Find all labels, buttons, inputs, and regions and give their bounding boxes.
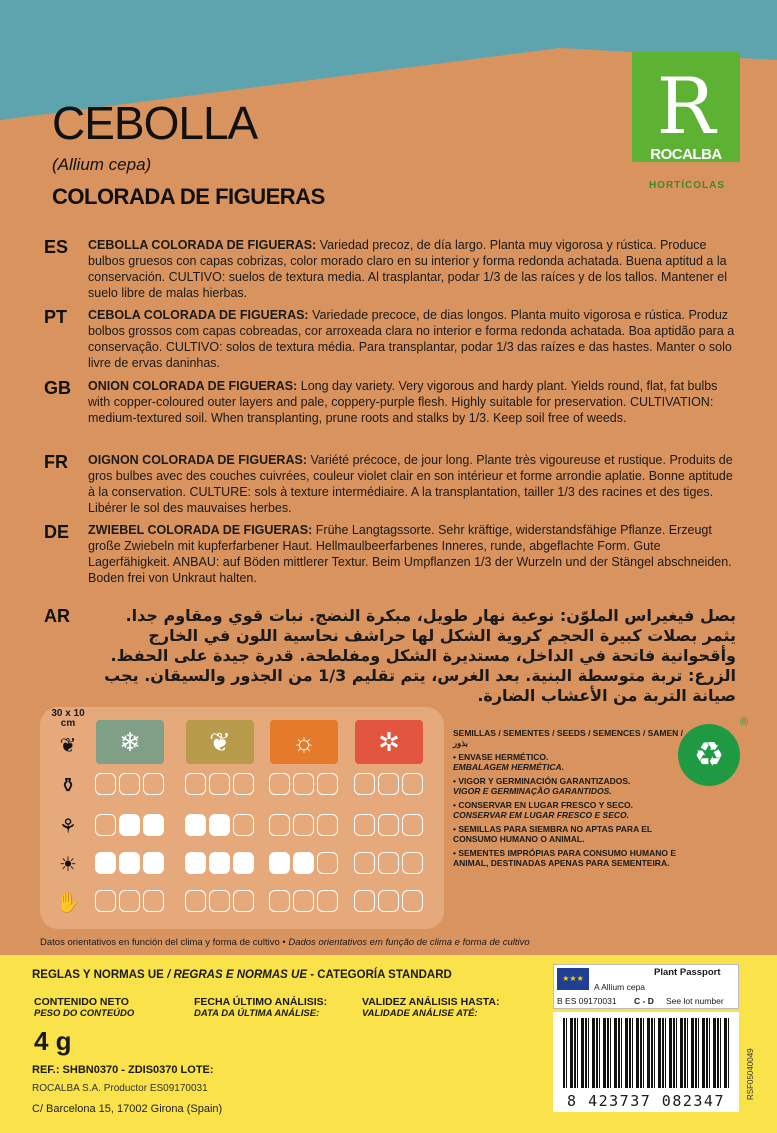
calendar-cell <box>402 814 423 836</box>
lang-code: DE <box>44 522 70 542</box>
calendar-cell <box>233 773 254 795</box>
rules-pt: / REGRAS E NORMAS UE <box>167 969 307 981</box>
company-address: C/ Barcelona 15, 17002 Girona (Spain) <box>32 1103 223 1115</box>
seeds-item-es: • SEMENTES IMPRÓPIAS PARA CONSUMO HUMANO E ANIMAL, DESTINADAS APENAS PARA SEMENTEIRA. <box>453 848 677 868</box>
variety-name: COLORADA DE FIGUERAS <box>52 184 325 209</box>
description-text <box>88 452 736 516</box>
description-body: Variedad precoz, de día largo. Planta muy vigorosa y rústica. Produce bulbos gruesos con capas cobrizas, color morado claro en su interior y forma redonda achatada. Buena aptitud a la conservación. CULTIVO: suelos de textura media. Al trasplantar, podar 1/3 de las raíces y de los tallos. Mantener el suelo libre de malas hierbas. <box>88 238 727 300</box>
registered-mark: ® <box>740 716 749 728</box>
category: - CATEGORÍA STANDARD <box>310 969 452 981</box>
calendar-cell <box>269 773 290 795</box>
seedbed-icon: ⚘ <box>59 815 77 838</box>
calendar-cell <box>185 773 206 795</box>
company-producer: ROCALBA S.A. Productor ES09170031 <box>32 1083 208 1094</box>
calendar-cell <box>95 773 116 795</box>
calendar-cell <box>293 852 314 874</box>
seeds-item-pt: EMBALAGEM HERMÉTICA. <box>453 762 564 772</box>
seeds-item-pt: VIGOR E GERMINAÇÃO GARANTIDOS. <box>453 786 612 796</box>
seeds-item <box>453 800 683 820</box>
seeds-item-es: • VIGOR Y GERMINACIÓN GARANTIZADOS. <box>453 776 631 786</box>
variety-heading: CEBOLA COLORADA DE FIGUERAS: <box>88 308 309 322</box>
calendar-cell <box>233 890 254 912</box>
description-body: Frühe Langtagssorte. Sehr kräftige, widerstandsfähige Pflanze. Erzeugt große Zwiebeln mit kupferfarbener Haut. Hellmaulbeerfarbenes Inneres, runde, abgeflachte Form. Gute Lagerfähigkeit. ANBAU: auf Böden mittlerer Textur. Beim Umpflanzen 1/3 der Wurzeln und der Stängel abschneiden. Boden frei von Unkraut halten. <box>88 523 732 585</box>
description-text <box>88 522 736 586</box>
logo-letter: R <box>632 52 740 162</box>
calendar-cell <box>95 814 116 836</box>
variety-heading: OIGNON COLORADA DE FIGUERAS: <box>88 453 307 467</box>
seeds-heading: SEMILLAS / SEMENTES / SEEDS / SEMENCES / SAMEN / بذور <box>453 728 684 748</box>
calendar-cell <box>119 814 140 836</box>
description-body: Long day variety. Very vigorous and hardy plant. Yields round, flat, fat bulbs with copper-coloured outer layers and pale, coppery-purple flesh. Highly suitable for preservation. CULTIVATION: medium-textured soil. When transplanting, prune roots and stalks by 1/3. Keep soil free of weeds. <box>88 379 718 425</box>
calendar-cell <box>119 890 140 912</box>
seed-packet-icon: ⚱ <box>59 774 77 797</box>
calendar-cell <box>143 814 164 836</box>
lang-code: FR <box>44 452 68 472</box>
calendar-cell <box>209 814 230 836</box>
calendar-cell <box>402 890 423 912</box>
calendar-cell <box>119 773 140 795</box>
calendar-cell <box>209 890 230 912</box>
description-text <box>88 378 736 426</box>
calendar-cell <box>378 852 399 874</box>
validity-pt: VALIDADE ANÁLISE ATÉ: <box>362 1008 478 1019</box>
reference-lot: REF.: SHBN0370 - ZDIS0370 LOTE: <box>32 1064 214 1076</box>
calendar-cell <box>378 890 399 912</box>
maple-leaf-icon: ✲ <box>355 720 423 764</box>
validity-label <box>362 996 499 1020</box>
calendar-cell <box>185 814 206 836</box>
description-body: Variedade precoce, de dias longos. Planta muito vigorosa e rústica. Produz bolbos grossos com capas cobreadas, cor arroxeada clara no interior e forma redonda achatada. Boa aptidão para a conservação. CULTIVO: solos de textura média. Para transplantar, podar 1/3 das raízes e das hastes. Manter o solo livre de ervas daninhas. <box>88 308 735 370</box>
seeds-item <box>453 752 683 772</box>
footnote-es: Datos orientativos en función del clima y forma de cultivo • <box>40 937 286 948</box>
calendar-cell <box>95 890 116 912</box>
passport-cd: C - D <box>634 996 654 1006</box>
seeds-item <box>453 776 683 796</box>
barcode-bars <box>563 1018 729 1088</box>
brand-logo <box>632 52 740 191</box>
brand-name: ROCALBA <box>650 146 722 163</box>
seeds-item-es: • CONSERVAR EN LUGAR FRESCO Y SECO. <box>453 800 633 810</box>
calendar-cell <box>143 852 164 874</box>
calendar-cell <box>378 773 399 795</box>
net-weight: 4 g <box>34 1026 72 1056</box>
calendar-cell <box>293 773 314 795</box>
variety-heading: ZWIEBEL COLORADA DE FIGUERAS: <box>88 523 313 537</box>
description-body: Variété précoce, de jour long. Plante très vigoureuse et rustique. Produits de gros bulbes avec des couches cuivrées, couleur violet clair en son intérieur et forme arrondie aplatie. Bonne aptitude à la conservation. CULTURE: sols à texture intermédiaire. A la transplantation, tailler 1/3 des racines et des tiges. Libérer le sol des mauvaises herbes. <box>88 453 733 515</box>
seeds-info <box>453 728 683 868</box>
calendar-cell <box>185 890 206 912</box>
calendar-cell <box>185 852 206 874</box>
green-dot-icon: ♻ <box>678 724 740 786</box>
seeds-item-es: • ENVASE HERMÉTICO. <box>453 752 549 762</box>
calendar-cell <box>317 852 338 874</box>
calendar-cell <box>354 814 375 836</box>
last-analysis-es: FECHA ÚLTIMO ANÁLISIS: <box>194 996 328 1008</box>
calendar-cell <box>354 852 375 874</box>
calendar-cell <box>354 890 375 912</box>
lang-code: PT <box>44 307 68 327</box>
calendar-cell <box>293 890 314 912</box>
snowflake-icon: ❄ <box>96 720 164 764</box>
passport-registration: B ES 09170031 <box>557 996 617 1006</box>
net-content-es: CONTENIDO NETO <box>34 996 129 1008</box>
plant-icon: ❦ <box>59 734 77 757</box>
calendar-cell <box>402 852 423 874</box>
net-content-label <box>34 996 134 1020</box>
passport-title: Plant Passport <box>654 967 721 978</box>
calendar-cell <box>209 773 230 795</box>
lang-code: ES <box>44 237 69 257</box>
side-code: RSF05040049 <box>746 1048 755 1100</box>
calendar-cell <box>317 890 338 912</box>
calendar-cell <box>95 852 116 874</box>
barcode <box>553 1012 739 1112</box>
calendar-cell <box>209 852 230 874</box>
passport-species: A Allium cepa <box>594 982 646 992</box>
calendar-cell <box>293 814 314 836</box>
brand-subtitle: HORTÍCOLAS <box>648 180 726 191</box>
footnote <box>40 937 530 948</box>
description-text <box>88 307 736 371</box>
harvest-icon: ✋ <box>55 891 81 914</box>
variety-heading: ONION COLORADA DE FIGUERAS: <box>88 379 298 393</box>
calendar-cell <box>269 852 290 874</box>
leaf-icon: ❦ <box>186 720 254 764</box>
passport-lot: See lot number <box>666 996 724 1006</box>
seeds-item <box>453 848 683 868</box>
lang-code: GB <box>44 378 71 398</box>
sow-direct-icon: ☀ <box>59 853 77 876</box>
sun-icon: ☼ <box>270 720 338 764</box>
calendar-cell <box>317 773 338 795</box>
arabic-text: بصل فيغيراس الملوّن: نوعية نهار طويل، مبكرة النضج. نبات قوي ومقاوم جدا. يثمر بصلات كبيرة الحجم كروية الشكل لها حراشف نحاسية اللون في الخارج وأقحوانية فاتحة في الداخل، مستديرة الشكل ومفلطحة. قدرة جيدة على الحفظ. الزرع: تربة متوسطة البنية. بعد الغرس، يتم تقليم 1/3 من الجذور والسيقان. يجب صيانة التربة من الأعشاب الضارة. <box>104 606 736 705</box>
rules-es: REGLAS Y NORMAS UE <box>32 969 164 981</box>
last-analysis-label <box>194 996 327 1020</box>
validity-es: VALIDEZ ANÁLISIS HASTA: <box>362 996 500 1008</box>
calendar-cell <box>269 814 290 836</box>
net-content-pt: PESO DO CONTEÚDO <box>34 1008 135 1019</box>
rules-line <box>32 969 452 981</box>
last-analysis-pt: DATA DA ÚLTIMA ANÁLISE: <box>194 1008 320 1019</box>
footnote-pt: Dados orientativos em função de clima e forma de cultivo <box>288 937 530 948</box>
calendar-cell <box>378 814 399 836</box>
calendar-cell <box>143 773 164 795</box>
calendar-cell <box>269 890 290 912</box>
eu-flag-icon: ★★★ <box>557 968 589 990</box>
calendar-cell <box>119 852 140 874</box>
calendar-cell <box>402 773 423 795</box>
latin-name: (Allium cepa) <box>52 155 152 174</box>
plant-spacing: 30 x 10 cm <box>51 708 85 729</box>
plant-passport <box>553 964 739 1009</box>
barcode-number: 8 423737 082347 <box>567 1092 725 1110</box>
product-title: CEBOLLA <box>52 97 258 149</box>
description-text <box>88 237 736 301</box>
calendar-cell <box>354 773 375 795</box>
seeds-item-pt: CONSERVAR EM LUGAR FRESCO E SECO. <box>453 810 629 820</box>
seeds-item-es: • SEMILLAS PARA SIEMBRA NO APTAS PARA EL CONSUMO HUMANO O ANIMAL. <box>453 824 652 844</box>
calendar-cell <box>233 814 254 836</box>
calendar-cell <box>317 814 338 836</box>
calendar-cell <box>233 852 254 874</box>
variety-heading: CEBOLLA COLORADA DE FIGUERAS: <box>88 238 317 252</box>
calendar-cell <box>143 890 164 912</box>
seeds-item <box>453 824 683 844</box>
lang-code: AR <box>44 606 70 626</box>
